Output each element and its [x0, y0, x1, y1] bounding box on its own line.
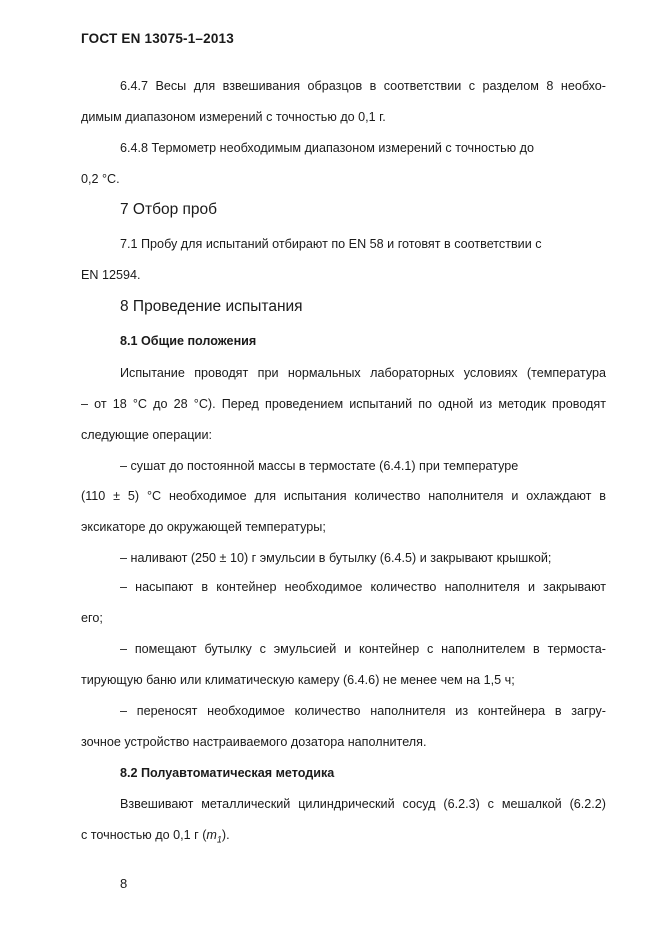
subsection-8-2-heading: 8.2 Полуавтоматическая методика — [120, 766, 335, 780]
paragraph-8-2-line-2 — [81, 828, 230, 845]
subsection-8-1-heading: 8.1 Общие положения — [120, 334, 257, 348]
list-item-transfer-filler-line-1: – переносят необходимое количество наполнителя из контейнера в загру- — [120, 704, 606, 718]
paragraph-6-4-8-line-1: 6.4.8 Термометр необходимым диапазоном измерений с точностью до — [120, 141, 534, 155]
document-header: ГОСТ EN 13075-1–2013 — [81, 31, 234, 46]
section-8-heading: 8 Проведение испытания — [120, 298, 303, 315]
paragraph-8-1-line-1: Испытание проводят при нормальных лабораторных условиях (температура — [120, 366, 606, 380]
paragraph-8-2-text: с точностью до 0,1 г ( — [81, 828, 207, 842]
list-item-place-bottle-line-2: тирующую баню или климатическую камеру (6.4.6) не менее чем на 1,5 ч; — [81, 673, 515, 687]
paragraph-6-4-7-line-2: димым диапазоном измерений с точностью до 0,1 г. — [81, 110, 386, 124]
list-item-dry-line-3: эксикаторе до окружающей температуры; — [81, 520, 326, 534]
section-7-heading: 7 Отбор проб — [120, 201, 218, 218]
list-item-dry-line-2: (110 ± 5) °С необходимое для испытания количество наполнителя и охлаждают в — [81, 489, 606, 503]
paragraph-6-4-7-line-1: 6.4.7 Весы для взвешивания образцов в соответствии с разделом 8 необхо- — [120, 79, 606, 93]
paragraph-8-1-line-2: – от 18 °С до 28 °С). Перед проведением испытаний по одной из методик проводят — [81, 397, 606, 411]
paragraph-7-1-line-1: 7.1 Пробу для испытаний отбирают по EN 58 и готовят в соответствии с — [120, 237, 542, 251]
list-item-place-bottle-line-1: – помещают бутылку с эмульсией и контейнер с наполнителем в термоста- — [120, 642, 606, 656]
paragraph-6-4-8-line-2: 0,2 °С. — [81, 172, 120, 186]
page-number: 8 — [120, 876, 128, 891]
paragraph-7-1-line-2: EN 12594. — [81, 268, 141, 282]
list-item-transfer-filler-line-2: зочное устройство настраиваемого дозатора наполнителя. — [81, 735, 427, 749]
list-item-dry-line-1: – сушат до постоянной массы в термостате (6.4.1) при температуре — [120, 459, 519, 473]
paragraph-8-1-line-3: следующие операции: — [81, 428, 212, 442]
list-item-fill-container-line-2: его; — [81, 611, 103, 625]
list-item-pour-emulsion: – наливают (250 ± 10) г эмульсии в бутылку (6.4.5) и закрывают крышкой; — [120, 551, 552, 565]
paragraph-8-2-end: ). — [221, 828, 230, 842]
mass-variable: m — [206, 828, 217, 842]
mass-variable-subscript: 1 — [216, 834, 222, 845]
paragraph-8-2-line-1: Взвешивают металлический цилиндрический сосуд (6.2.3) с мешалкой (6.2.2) — [120, 797, 606, 811]
list-item-fill-container-line-1: – насыпают в контейнер необходимое количество наполнителя и закрывают — [120, 580, 606, 594]
